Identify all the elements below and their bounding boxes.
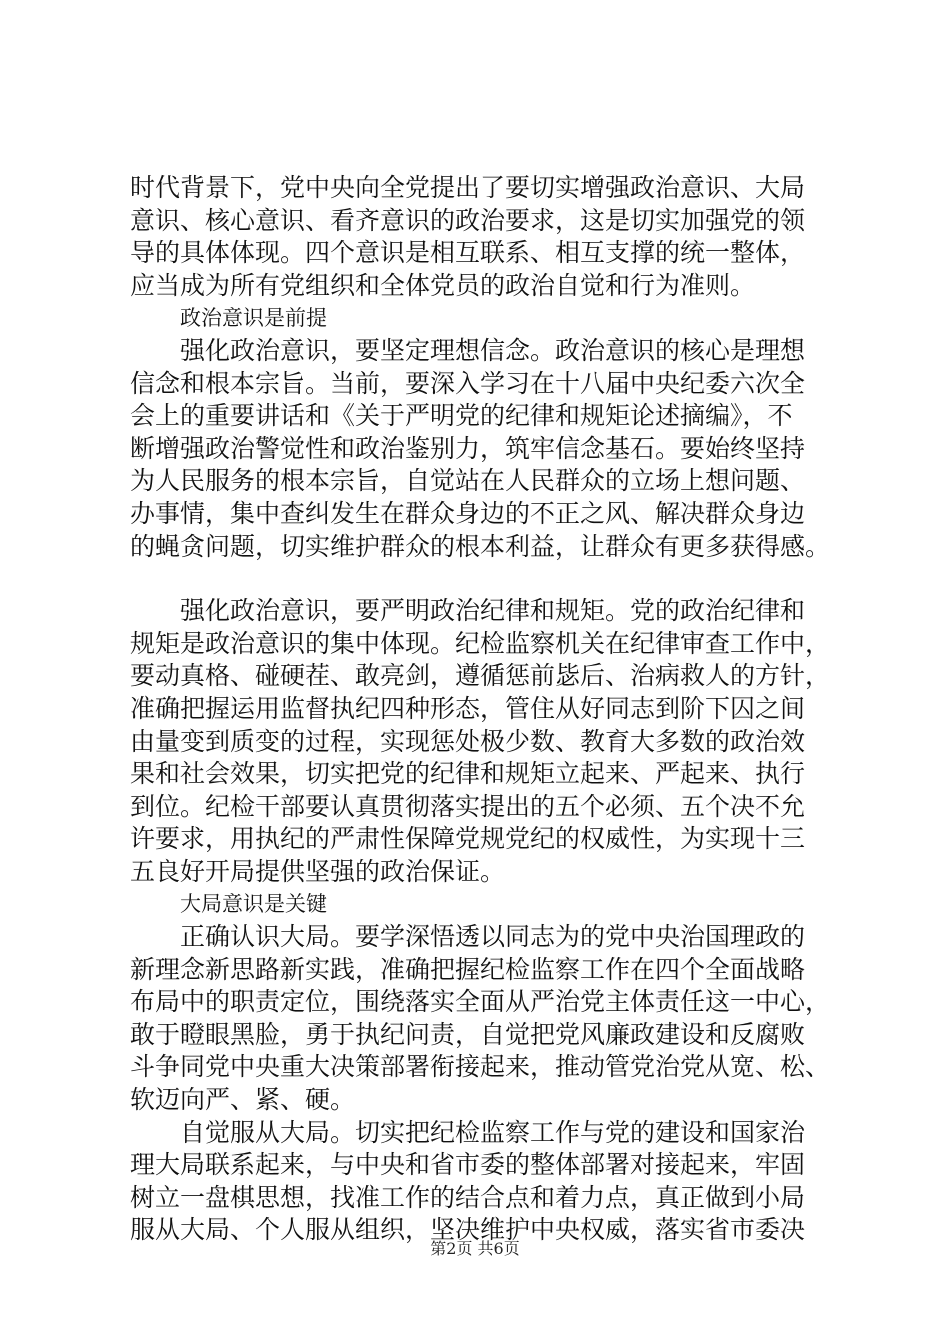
text-line: 敢于瞪眼黑脸，勇于执纪问责，自觉把党风廉政建设和反腐败 xyxy=(130,1019,806,1049)
paragraph xyxy=(130,172,852,302)
text-line: 由量变到质变的过程，实现惩处极少数、教育大多数的政治效 xyxy=(130,726,806,756)
text-line: 软迈向严、紧、硬。 xyxy=(130,1085,356,1115)
text-line: 意识、核心意识、看齐意识的政治要求，这是切实加强党的领 xyxy=(130,205,806,235)
text-line: 强化政治意识，要严明政治纪律和规矩。党的政治纪律和 xyxy=(180,596,806,626)
text-line: 树立一盘棋思想，找准工作的结合点和着力点，真正做到小局 xyxy=(130,1182,806,1212)
text-line: 强化政治意识，要坚定理想信念。政治意识的核心是理想 xyxy=(180,335,806,365)
text-line: 斗争同党中央重大决策部署衔接起来，推动管党治党从宽、松、 xyxy=(130,1052,831,1082)
paragraph xyxy=(130,921,852,1117)
page-footer: 第2页 共6页 xyxy=(430,1239,520,1258)
text-line: 许要求，用执纪的严肃性保障党规党纪的权威性，为实现十三 xyxy=(130,824,806,854)
text-line: 新理念新思路新实践，准确把握纪检监察工作在四个全面战略 xyxy=(130,954,806,984)
document-body xyxy=(130,172,852,1247)
text-line: 规矩是政治意识的集中体现。纪检监察机关在纪律审查工作中， xyxy=(130,628,831,658)
text-line: 应当成为所有党组织和全体党员的政治自觉和行为准则。 xyxy=(130,270,756,300)
text-line: 的蝇贪问题，切实维护群众的根本利益，让群众有更多获得感。 xyxy=(130,531,831,561)
heading-text: 大局意识是关键 xyxy=(180,892,327,917)
text-line: 断增强政治警觉性和政治鉴别力，筑牢信念基石。要始终坚持 xyxy=(130,433,806,463)
text-line: 理大局联系起来，与中央和省市委的整体部署对接起来，牢固 xyxy=(130,1150,806,1180)
paragraph xyxy=(130,1117,852,1247)
heading-text: 政治意识是前提 xyxy=(180,306,327,331)
text-line: 自觉服从大局。切实把纪检监察工作与党的建设和国家治 xyxy=(180,1117,806,1147)
text-line: 准确把握运用监督执纪四种形态，管住从好同志到阶下囚之间 xyxy=(130,693,806,723)
text-line: 正确认识大局。要学深悟透以同志为的党中央治国理政的 xyxy=(180,922,806,952)
paragraph-gap xyxy=(130,563,852,595)
text-line: 服从大局、个人服从组织，坚决维护中央权威，落实省市委决 xyxy=(130,1215,806,1245)
text-line: 五良好开局提供坚强的政治保证。 xyxy=(130,856,506,886)
text-line: 会上的重要讲话和《关于严明党的纪律和规矩论述摘编》，不 xyxy=(130,401,793,431)
text-line: 布局中的职责定位，围绕落实全面从严治党主体责任这一中心， xyxy=(130,987,831,1017)
paragraph xyxy=(130,335,852,563)
text-line: 信念和根本宗旨。当前，要深入学习在十八届中央纪委六次全 xyxy=(130,368,806,398)
text-line: 时代背景下，党中央向全党提出了要切实增强政治意识、大局 xyxy=(130,173,806,202)
text-line: 为人民服务的根本宗旨，自觉站在人民群众的立场上想问题、 xyxy=(130,466,806,496)
text-line: 导的具体体现。四个意识是相互联系、相互支撑的统一整体， xyxy=(130,238,806,268)
text-line: 办事情，集中查纠发生在群众身边的不正之风、解决群众身边 xyxy=(130,498,806,528)
section-heading xyxy=(130,302,852,335)
paragraph xyxy=(130,595,852,888)
text-line: 到位。纪检干部要认真贯彻落实提出的五个必须、五个决不允 xyxy=(130,791,806,821)
section-heading xyxy=(130,888,852,921)
text-line: 果和社会效果，切实把党的纪律和规矩立起来、严起来、执行 xyxy=(130,759,806,789)
text-line: 要动真格、碰硬茬、敢亮剑，遵循惩前毖后、治病救人的方针， xyxy=(130,661,831,691)
